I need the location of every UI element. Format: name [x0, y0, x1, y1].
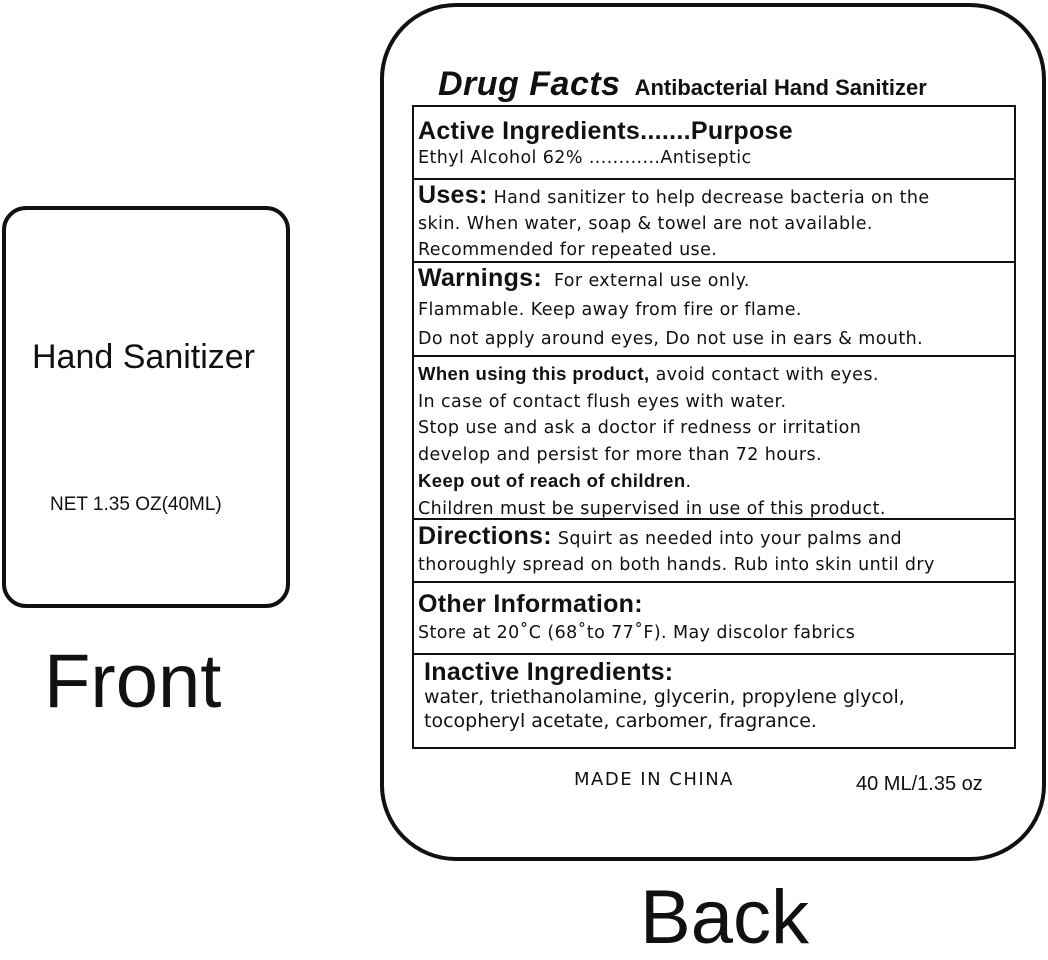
warnings-section	[414, 263, 1014, 357]
back-label	[380, 3, 1046, 861]
warnings-line: For external use only.	[553, 271, 750, 291]
made-in-label: MADE IN CHINA	[574, 769, 734, 790]
inactive-ingredients-line: tocopheryl acetate, carbomer, fragrance.	[424, 710, 817, 732]
when-using-line: In case of contact flush eyes with water.	[418, 391, 787, 412]
when-using-line: develop and persist for more than 72 hours.	[418, 444, 822, 465]
uses-line: Recommended for repeated use.	[418, 240, 718, 260]
drug-facts-table	[412, 105, 1016, 749]
uses-line: skin. When water, soap & towel are not available.	[418, 214, 873, 234]
directions-line: Squirt as needed into your palms and	[557, 529, 902, 549]
inactive-ingredients-heading: Inactive Ingredients:	[424, 658, 674, 686]
uses-heading: Uses:	[418, 181, 488, 209]
volume-label: 40 ML/1.35 oz	[856, 773, 983, 795]
warnings-heading: Warnings:	[418, 264, 542, 292]
uses-section	[414, 180, 1014, 263]
uses-line: Hand sanitizer to help decrease bacteria on the	[493, 188, 930, 208]
front-product-name: Hand Sanitizer	[32, 338, 256, 376]
active-ingredients-line: Ethyl Alcohol 62% ............Antiseptic	[418, 148, 752, 168]
front-caption: Front	[44, 639, 222, 724]
warnings-line: Do not apply around eyes, Do not use in ears & mouth.	[418, 329, 924, 349]
front-label	[2, 206, 290, 608]
other-information-section	[414, 583, 1014, 655]
active-ingredients-heading: Active Ingredients.......Purpose	[418, 117, 793, 145]
keep-out-punct: .	[685, 472, 692, 492]
drug-facts-header	[438, 65, 927, 104]
front-net-contents: NET 1.35 OZ(40ML)	[50, 494, 222, 515]
active-ingredients-section	[414, 107, 1014, 180]
when-using-line: avoid contact with eyes.	[655, 365, 879, 385]
when-using-section	[414, 357, 1014, 520]
directions-section	[414, 520, 1014, 583]
when-using-heading: When using this product,	[418, 363, 650, 384]
drug-facts-title: Drug Facts	[438, 65, 621, 103]
keep-out-heading: Keep out of reach of children	[418, 470, 686, 491]
directions-line: thoroughly spread on both hands. Rub into skin until dry	[418, 555, 935, 575]
other-information-heading: Other Information:	[418, 590, 643, 618]
drug-facts-subtitle: Antibacterial Hand Sanitizer	[634, 75, 927, 100]
directions-heading: Directions:	[418, 522, 552, 550]
children-line: Children must be supervised in use of this product.	[418, 498, 886, 519]
inactive-ingredients-line: water, triethanolamine, glycerin, propylene glycol,	[424, 686, 905, 708]
warnings-line: Flammable. Keep away from fire or flame.	[418, 300, 802, 320]
other-information-line: Store at 20˚C (68˚to 77˚F). May discolor fabrics	[418, 623, 856, 643]
back-caption: Back	[640, 875, 809, 960]
when-using-line: Stop use and ask a doctor if redness or irritation	[418, 418, 862, 438]
inactive-ingredients-section	[414, 655, 1014, 747]
